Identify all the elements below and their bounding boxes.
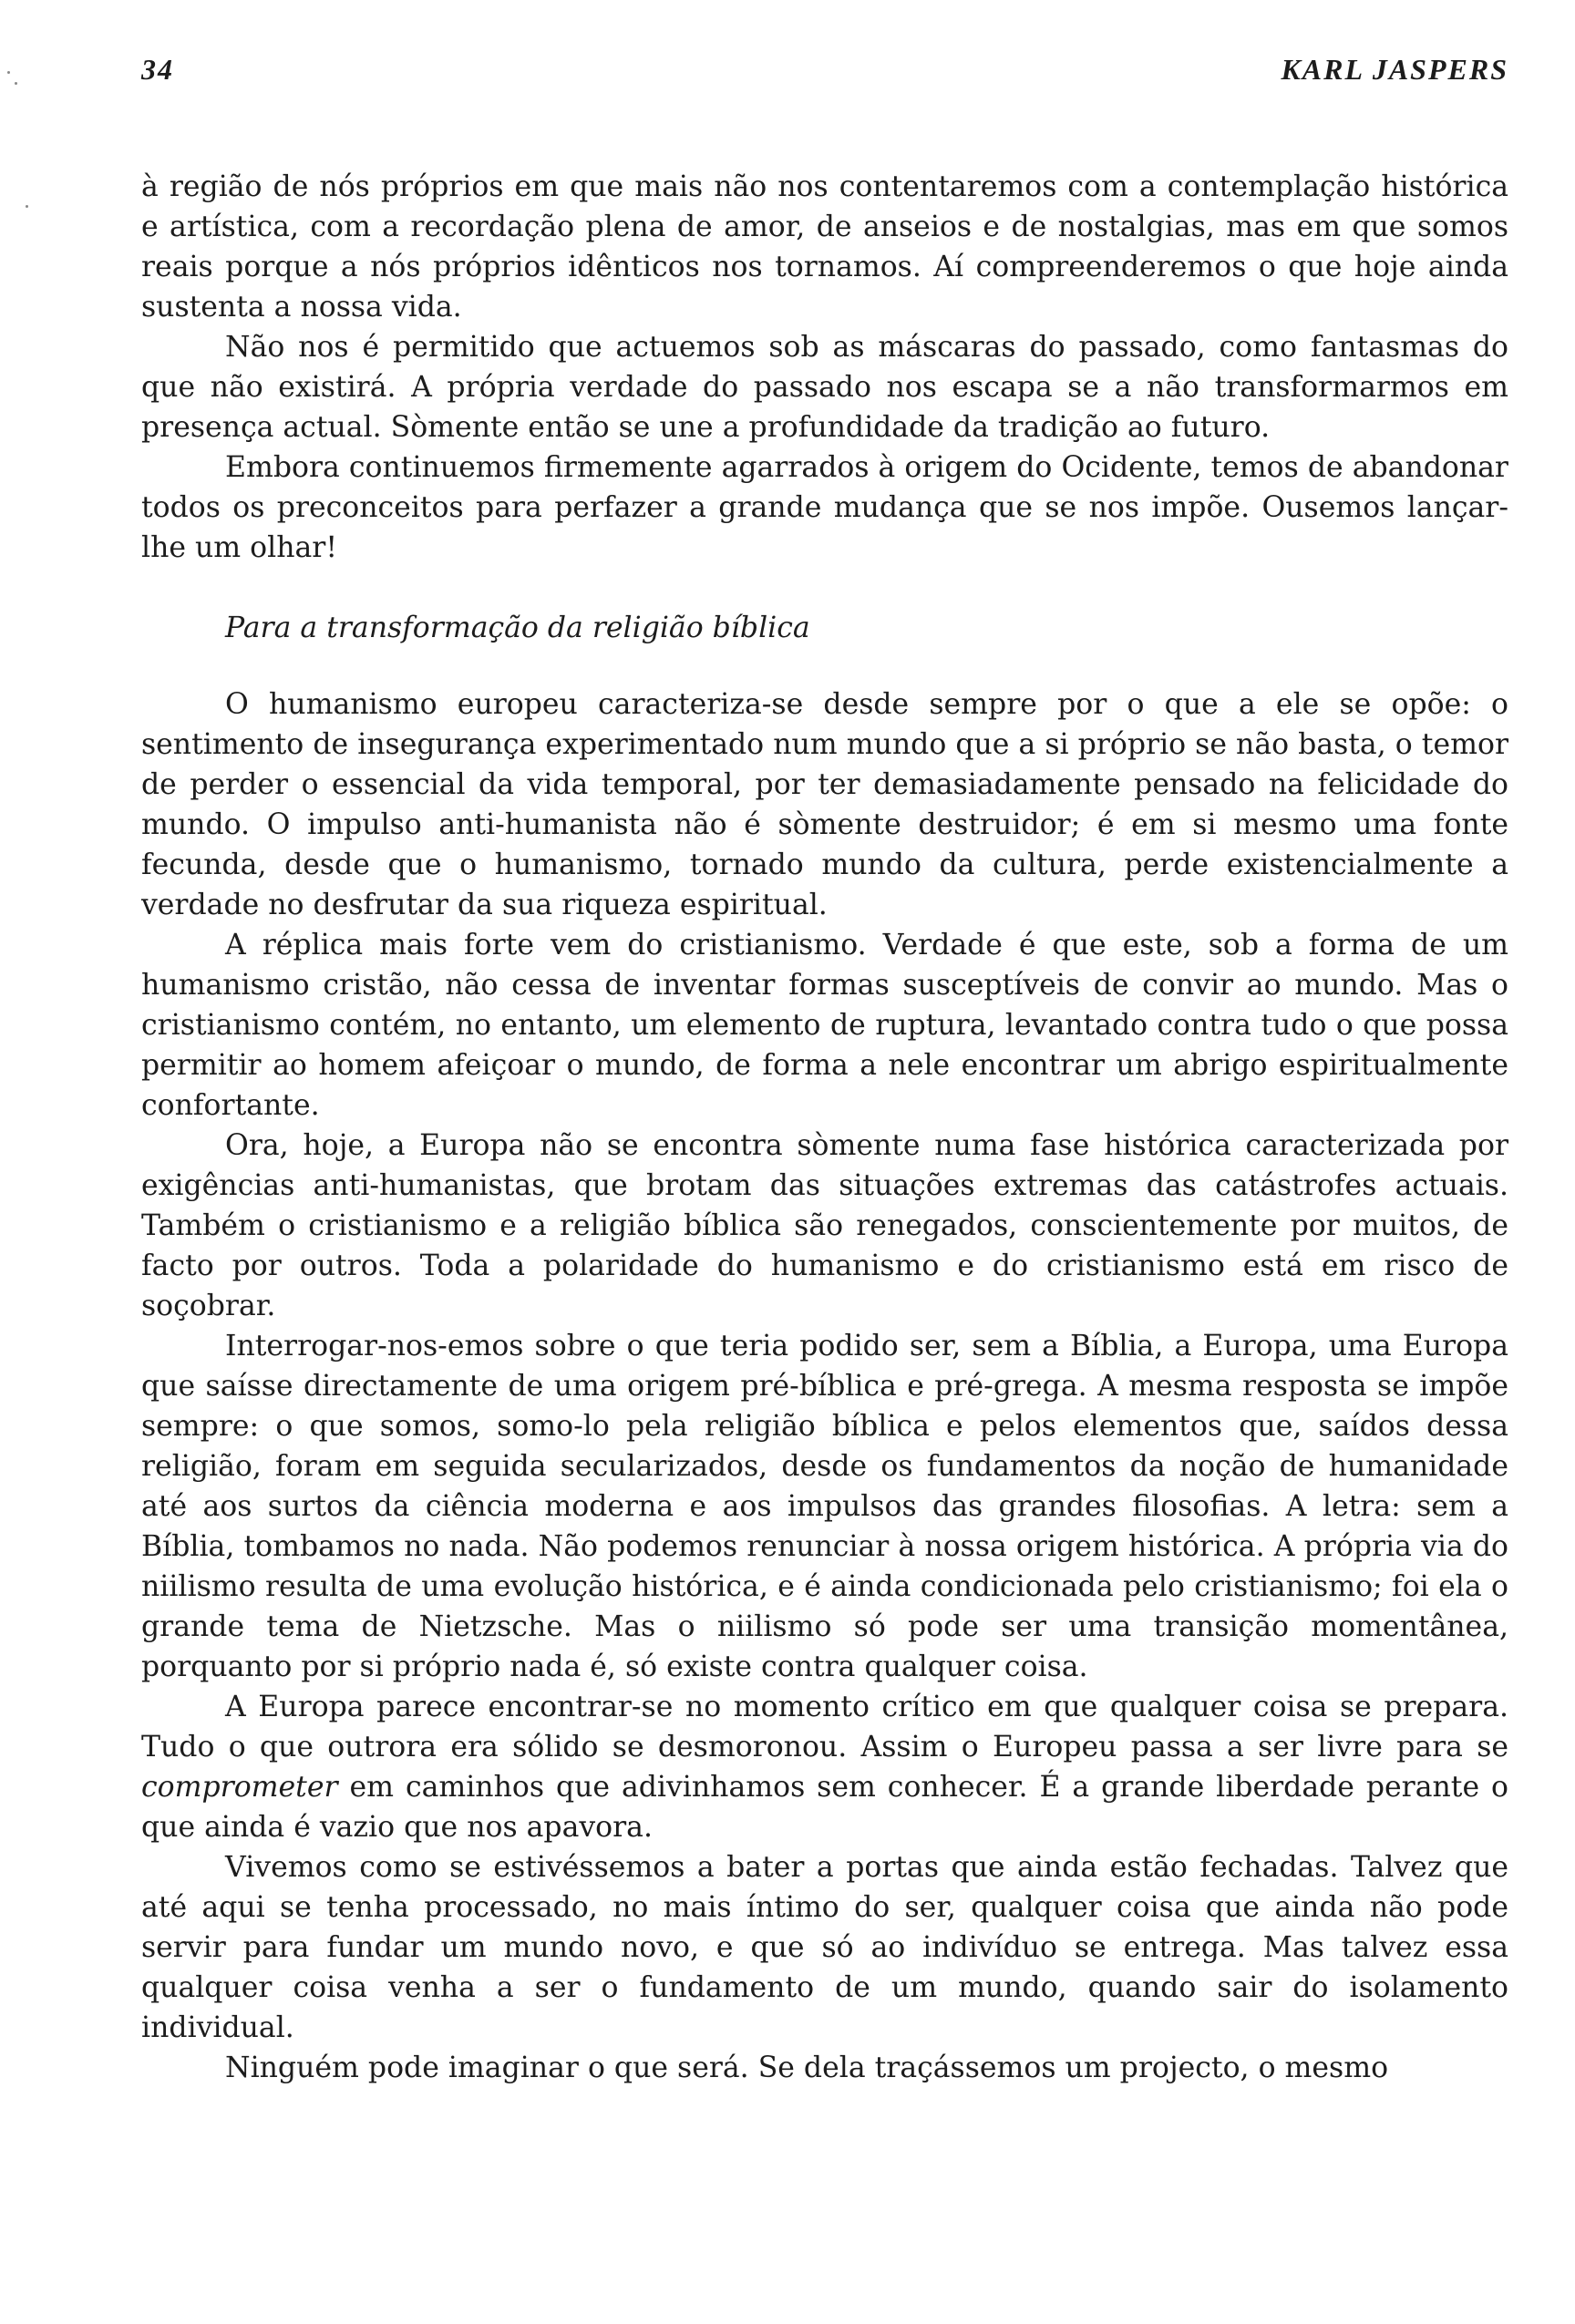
paragraph: à região de nós próprios em que mais não nos contentaremos com a contemplação histórica e artística, com a recordação plena de amor, de anseios e de nostalgias, mas em que somos reais porque a nós próprios idênticos nos tornamos. Aí compreenderemos o que hoje ainda sustenta a nossa vida. [141, 170, 1508, 324]
paragraph: O humanismo europeu caracteriza-se desde sempre por o que a ele se opõe: o sentimento de insegurança experimentado num mundo que a si próprio se não basta, o temor de perder o essencial da vida temporal, por ter demasiadamente pensado na felicidade do mundo. O impulso anti-humanista não é sòmente destruidor; é em si mesmo uma fonte fecunda, desde que o humanismo, tornado mundo da cultura, perde existencialmente a verdade no desfrutar da sua riqueza espiritual. [141, 688, 1508, 921]
paragraph: Interrogar-nos-emos sobre o que teria podido ser, sem a Bíblia, a Europa, uma Europa que saísse directamente de uma origem pré-bíblica e pré-grega. A mesma resposta se impõe sempre: o que somos, somo-lo pela religião bíblica e pelos elementos que, saídos dessa religião, foram em seguida secularizados, desde os fundamentos da noção de humanidade até aos surtos da ciência moderna e aos impulsos das grandes filosofias. A letra: sem a Bíblia, tombamos no nada. Não podemos renunciar à nossa origem histórica. A própria via do niilismo resulta de uma evolução histórica, e é ainda condicionada pelo cristianismo; foi ela o grande tema de Nietzsche. Mas o niilismo só pode ser uma transição momentânea, porquanto por si próprio nada é, só existe contra qualquer coisa. [141, 1330, 1508, 1683]
paragraph [141, 1687, 1508, 1847]
paragraph: Não nos é permitido que actuemos sob as máscaras do passado, como fantasmas do que não existirá. A própria verdade do passado nos escapa se a não transformarmos em presença actual. Sòmente então se une a profundidade da tradição ao futuro. [141, 331, 1508, 444]
page-number: 34 [141, 53, 174, 86]
paragraph: Ora, hoje, a Europa não se encontra sòmente numa fase histórica caracterizada por exigências anti-humanistas, que brotam das situações extremas das catástrofes actuais. Também o cristianismo e a religião bíblica são renegados, conscientemente por muitos, de facto por outros. Toda a polaridade do humanismo e do cristianismo está em risco de soçobrar. [141, 1129, 1508, 1322]
paragraph-text: em caminhos que adivinhamos sem conhecer. É a grande liberdade perante o que ainda é vazio que nos apavora. [141, 1771, 1508, 1844]
running-header [141, 53, 1508, 98]
running-title: KARL JASPERS [1281, 53, 1508, 86]
paragraph: Vivemos como se estivéssemos a bater a portas que ainda estão fechadas. Talvez que até aqui se tenha processado, no mais íntimo do ser, qualquer coisa que ainda não pode servir para fundar um mundo novo, e que só ao indivíduo se entrega. Mas talvez essa qualquer coisa venha a ser o fundamento de um mundo, quando sair do isolamento individual. [141, 1851, 1508, 2044]
body-text [141, 167, 1508, 2088]
section-heading: Para a transformação da religião bíblica [225, 612, 810, 644]
paragraph: Ninguém pode imaginar o que será. Se dela traçássemos um projecto, o mesmo [225, 2051, 1389, 2084]
paragraph: A réplica mais forte vem do cristianismo. Verdade é que este, sob a forma de um humanismo cristão, não cessa de inventar formas susceptíveis de convir ao mundo. Mas o cristianismo contém, no entanto, um elemento de ruptura, levantado contra tudo o que possa permitir ao homem afeiçoar o mundo, de forma a nele encontrar um abrigo espiritualmente confortante. [141, 929, 1508, 1122]
scan-speck [15, 82, 17, 85]
emphasized-word: comprometer [141, 1771, 338, 1804]
scan-speck [7, 71, 10, 74]
scan-speck [26, 205, 28, 208]
paragraph: Embora continuemos firmemente agarrados à origem do Ocidente, temos de abandonar todos os preconceitos para perfazer a grande mudança que se nos impõe. Ousemos lançar-lhe um olhar! [141, 451, 1508, 564]
paragraph-text: A Europa parece encontrar-se no momento crítico em que qualquer coisa se prepara. Tudo o que outrora era sólido se desmoronou. Assim o Europeu passa a ser livre para se [141, 1691, 1508, 1764]
